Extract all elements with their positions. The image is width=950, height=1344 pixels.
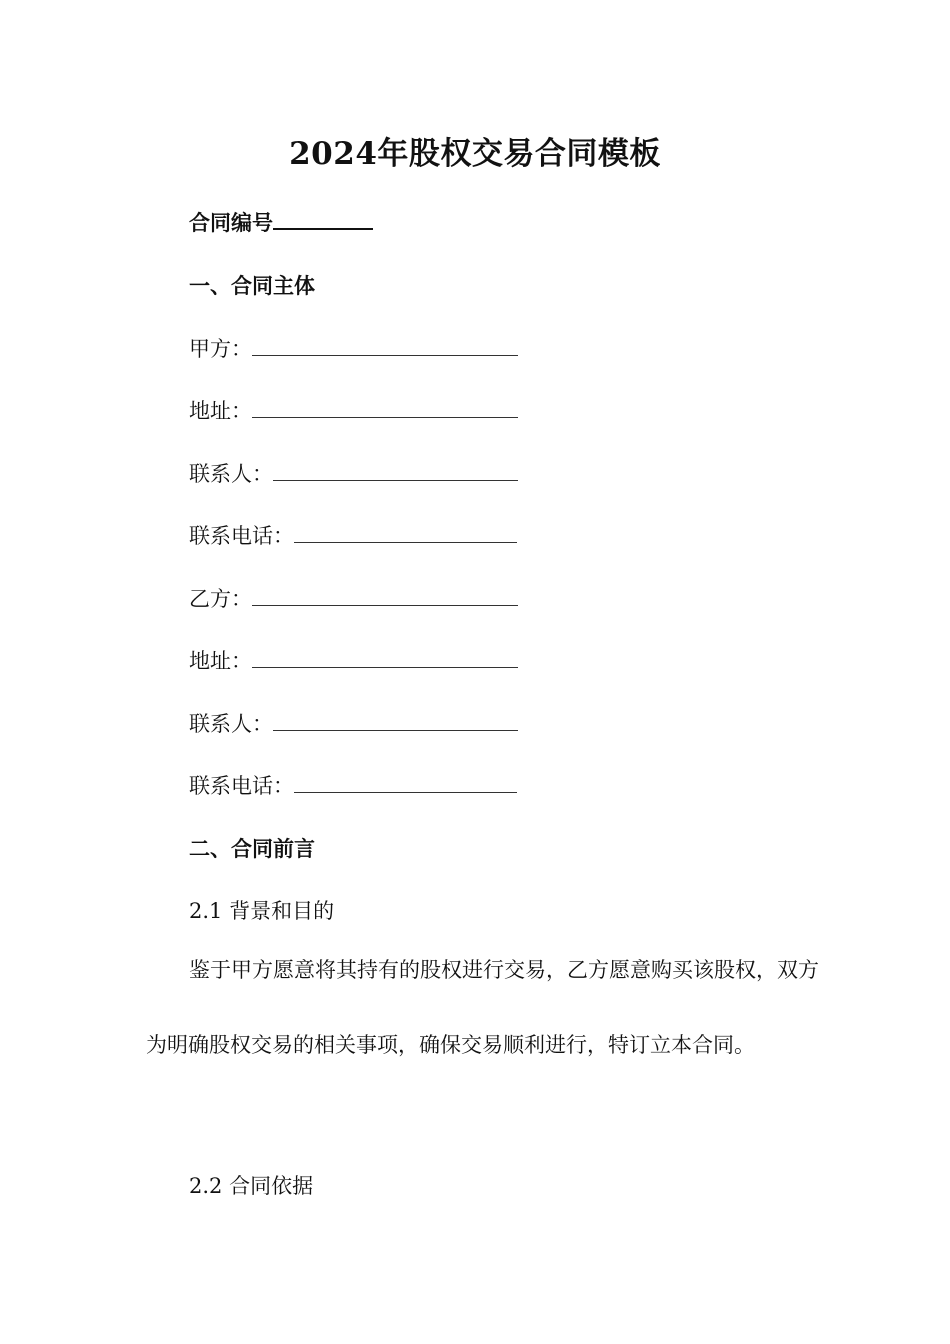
field-label: 甲方：: [189, 337, 252, 361]
subsection-basis: 2.2 合同依据: [189, 1174, 314, 1198]
contract-number-label: 合同编号: [189, 210, 273, 235]
party-a-phone-line: [189, 520, 517, 550]
contract-number-line: [189, 207, 373, 237]
party-a-phone-blank[interactable]: [294, 522, 517, 543]
party-a-name-blank[interactable]: [252, 335, 518, 356]
field-label: 联系人：: [189, 462, 273, 486]
subsection-background: 2.1 背景和目的: [189, 899, 335, 923]
field-label: 地址：: [189, 649, 252, 673]
party-b-phone-blank[interactable]: [294, 772, 517, 793]
field-label: 地址：: [189, 399, 252, 423]
party-b-contact-line: [189, 708, 518, 738]
field-label: 联系人：: [189, 712, 273, 736]
party-b-name-line: [189, 583, 518, 613]
field-label: 联系电话：: [189, 524, 294, 548]
party-b-name-blank[interactable]: [252, 585, 518, 606]
party-b-address-blank[interactable]: [252, 647, 518, 668]
party-a-contact-line: [189, 458, 518, 488]
party-a-address-blank[interactable]: [252, 397, 518, 418]
document-title: 2024年股权交易合同模板: [289, 136, 661, 172]
field-label: 联系电话：: [189, 774, 294, 798]
party-a-contact-blank[interactable]: [273, 460, 518, 481]
party-a-name-line: [189, 333, 518, 363]
field-label: 乙方：: [189, 587, 252, 611]
section-heading-parties: 一、合同主体: [189, 273, 315, 298]
party-a-address-line: [189, 395, 518, 425]
background-paragraph: 鉴于甲方愿意将其持有的股权进行交易，乙方愿意购买该股权，双方为明确股权交易的相关事项，确保交易顺利进行，特订立本合同。: [146, 958, 819, 1057]
party-b-address-line: [189, 645, 518, 675]
party-b-phone-line: [189, 770, 517, 800]
party-b-contact-blank[interactable]: [273, 710, 518, 731]
section-heading-preamble: 二、合同前言: [189, 836, 315, 861]
contract-number-blank[interactable]: [273, 210, 373, 230]
